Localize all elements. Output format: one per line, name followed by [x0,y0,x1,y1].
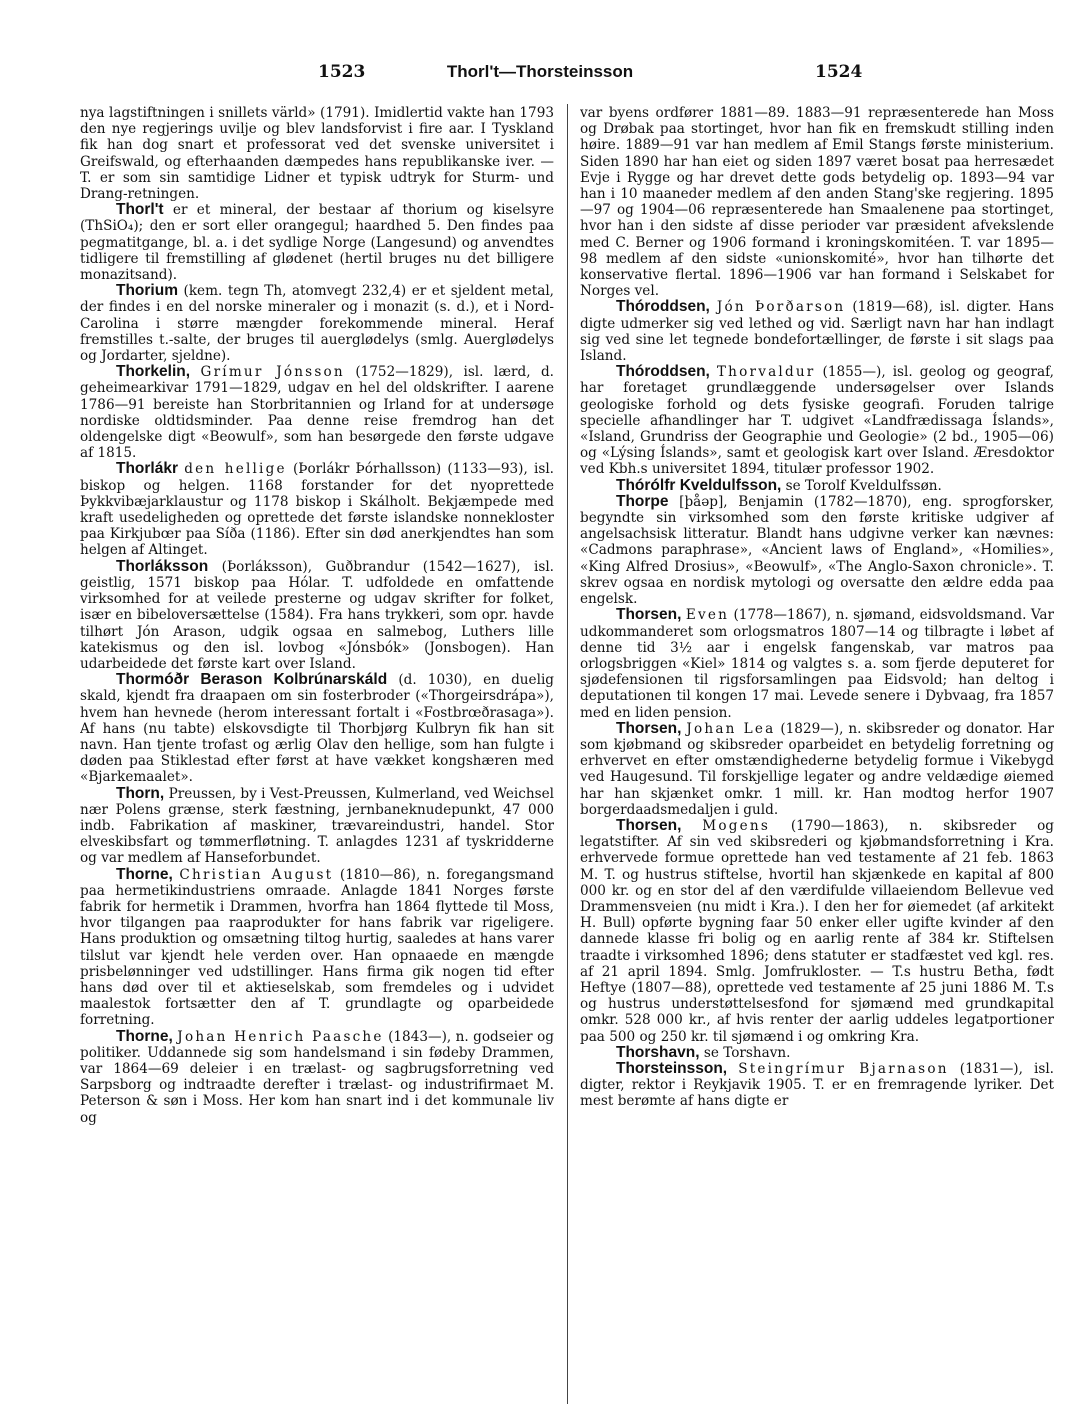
entry-text: (1819—68), isl. digter. Hans digte udmerker sig ved lethed og vid. Særligt navn har han indlagt sig ved sine let tegnede bondefortællinger, de første i sit slags paa Island. [580,299,1054,365]
entry-text: (d. 1030), en duelig skald, kjendt fra draapaen om sin fosterbroder («Thorgeirsdrápa»), hvem han hevnede (herom interessant fortalt i «Fostbrœðrasaga»). Af hans (nu tabte) elskovsdigte til Thorbjørg Kulbryn fik han sit navn. Han tjente trofast og ærlig Olav den hellige, som han fulgte i døden paa Stiklestad efter først at have vækket kongshæren med «Bjarkemaalet». [80,672,554,786]
encyclopedia-entry [80,364,554,461]
entry-text: nya lagstiftningen i snillets värld» (1791). Imidlertid vakte han 1793 den nye regjerings uvilje og blev landsforvist i fire aar. I Tyskland fik han dog snart et professorat ved det svenske universitet i Greifswald, og efterhaanden dæmpedes hans republikanske iver. — T. er som sin samtidige Lidner et typisk udtryk for Sturm- und Drang-retningen. [80,105,554,203]
entry-name: Steingrímur Bjarnason [738,1060,949,1077]
encyclopedia-entry [580,364,1054,477]
encyclopedia-entry [80,672,554,785]
entry-continuation [80,105,554,202]
running-title: Thorl't—Thorsteinsson [446,62,634,81]
entry-text: var byens ordfører 1881—89. 1883—91 repræsenterede han Moss og Drøbak paa stortinget, hvor han fik en fremskudt stilling inden høire. 1889—91 var han medlem af Emil Stangs første ministerium. Siden 1890 har han eiet og siden 1897 været bosat paa herresædet Evje i Rygge og har drevet dette gods betydelig op. 1893—94 var han i 10 maaneder medlem af den anden Stang'ske regjering. 1895—97 og 1904—06 repræsenterede han Smaalenene paa stortinget, hvor han i den sidste af disse perioder var præsident afvekslende med C. Berner og 1906 formand i kroningskomitéen. T. var 1895—98 medlem af den sidste «unionskomité», hvor han tilhørte det konservative flertal. 1896—1906 var han formand i Selskabet for Norges vel. [580,105,1054,300]
entry-text: se Torolf Kveldulfssøn. [785,477,942,494]
entry-text: (Þorláksson), Guðbrandur (1542—1627), isl. geistlig, 1571 biskop paa Hólar. T. udfoldede en omfattende virksomhed for at veilede presterne og udgav skrifter for folket, især en bibeloversættelse (1584). Fra hans trykkeri, som opr. havde tilhørt Jón Arason, udgik ogsaa en salmebog, Luthers lille katekismus og den isl. lovbog «Jónsbók» (Jonsbogen). Han udarbeidede det første kart over Island. [80,558,554,672]
entry-headword: Thórólfr Kveldulfsson, [616,476,782,494]
entry-text: (Þorlákr Þórhallsson) (1133—93), isl. biskop og helgen. 1168 forstander for det nyoprettede Þykkvibæjarklaustur og 1178 biskop i Skálholt. Bekjæmpede med kraft usedeligheden og oprettede det første islandske nonnekloster paa Kirkjubœr paa Síða (1186). Efter sin død anerkjendtes han som helgen af Altinget. [80,461,554,559]
entry-text: (1752—1829), isl. lærd, d. geheimearkivar 1791—1829, udgav en hel del oldskrifter. I aarene 1786—91 bereiste han Storbritannien og Irland for at undersøge nordiske oldtidsminder. Paa denne reise fremdrog han det oldengelske digt «Beowulf», som han besørgede den første udgave af 1815. [80,364,554,462]
entry-text: [þåəp], Benjamin (1782—1870), eng. sprogforsker, begyndte sin virksomhed som den første kritiske udgiver af angelsachsisk litteratur. Blandt hans udgivne verker kan nævnes: «Cadmons paraphrase», «Ancient laws of England», «Homilies», «King Alfred Drosius», «Beowulf», «The Anglo-Saxon chronicle». T. skrev ogsaa en nordisk mytologi og oversatte den ældre edda paa engelsk. [580,493,1054,608]
entry-text: (1810—86), n. foregangsmand paa hermetikindustriens omraade. Anlagde 1841 Norges første fabrik for hermetik i Drammen, hvorfra han 1864 flyttede til Moss, hvor tilgangen paa raaprodukter for hans fabrik var rigeligere. Hans produktion og omsætning tiltog hurtig, saaledes at hans varer tilslut var kjendt hele verden over. Han opnaaede en mængde prisbelønninger ved udstillinger. Hans firma gik nogen tid efter hans død over til et aktieselskab, som fremdeles og i udvidet maalestok fortsætter den af T. grundlagte og oparbeidede forretning. [80,866,554,1029]
entry-headword: Thorne, [116,1027,173,1045]
entry-headword: Thorsen, [616,816,682,834]
entry-name: Mogens [702,817,771,834]
entry-text: er et mineral, der bestaar af thorium og kiselsyre (ThSiO₄); den er sort eller orangegul; haardhed 5. Den findes paa pegmatitgange, bl. a. i det sydlige Norge (Langesund) og anvendtes tidligere til fremstilling af glødenet (hertil bruges nu det billigere monazitsand). [80,202,554,284]
entry-name: Even [685,607,730,624]
encyclopedia-entry [80,202,554,283]
entry-text: (1778—1867), n. sjømand, eidsvoldsmand. Var udkommanderet som orlogsmatros 1807—14 og tilbragte i løbet af denne tid 3½ aar i engelsk fangenskab, var matros paa orlogsbriggen «Kiel» 1814 og valgtes s. a. som fjerde deputeret for sjødefensionen til rigsforsamlingen paa Eidsvold; han deltog i deputationen til kongen 17 mai. Levede senere i Dybvaag, fra 1857 med en liden pension. [580,607,1054,721]
entry-text: (kem. tegn Th, atomvegt 232,4) er et sjeldent metal, der findes i en del norske mineraler og i monazit (s. d.), et i Nord-Carolina i større mængder forekommende mineral. Heraf fremstilles t.-salte, der bruges til auerglødelys (smlg. Auerglødelys og Jordarter, sjeldne). [80,283,554,365]
left-column [80,105,554,1405]
entry-headword: Thorláksson [116,557,209,575]
page-number-right: 1524 [815,62,863,82]
entry-headword: Thorshavn, [616,1043,700,1061]
page-header [80,62,1000,86]
entry-text: Preussen, by i Vest-Preussen, Kulmerland, ved Weichsel nær Polens grænse, sterk fæstning, jernbaneknudepunkt, 47 000 indb. Fabrikation af maskiner, trævareindustri, handel. Stor elveskibsfart og tømmerfløtning. T. anlagdes 1231 af tyskridderne og var medlem af Hanseforbundet. [80,785,554,867]
entry-headword: Thorkelin, [116,363,191,381]
entry-headword: Thorl't [116,201,164,219]
encyclopedia-entry [80,559,554,672]
entry-headword: Thormóðr Berason Kolbrúnarskáld [116,671,388,689]
encyclopedia-entry [580,299,1054,364]
entry-headword: Thorn, [116,784,165,802]
entry-text: (1829—), n. skibsreder og donator. Har som kjøbmand og skibsreder oparbeidet en betydelig forretning og erhvervet en efter omstændighederne betydelig formue i Vikebygd ved Haugesund. Til forskjellige legater og andre veldædige øiemed har han skjænket omkr. 1 mill. kr. Han modtog herfor 1907 borgerdaadsmedaljen i guld. [580,720,1054,818]
entry-headword: Thorpe [616,492,669,510]
entry-name: Grímur Jónsson [200,364,345,381]
entry-headword: Thóroddsen, [616,298,710,316]
encyclopedia-entry [80,1029,554,1126]
entry-name: Thorvaldur [716,364,816,381]
entry-text: (1790—1863), n. skibsreder og legatstifter. Af sin ved skibsrederi og kjøbmandsforretning i Kra. erhvervede formue oprettede han ved testamente af 21 feb. 1863 M. T. og hustrus stiftelse, hvortil han skjænkede en kapital af 800 000 kr. og en stor del af den værdifulde villaeiendom Bellevue ved Drammensveien (nu midt i Kra.). I den her for øiemedet (af arkitekt H. Bull) opførte bygning faar 50 enker eller ugifte kvinder af den dannede klasse fri bolig og en aarlig rente af 384 kr. Stiftelsen traadte i virksomhed 1896; dens statuter er stadfæstet ved kgl. res. af 21 april 1894. Smlg. Jomfrukloster. — T.s hustru Betha, født Heftye (1807—88), oprettede ved testamente af 25 juni 1886 M. T.s og hustrus understøttelsesfond for sjømænd med grundkapital omkr. 528 000 kr., af hvis renter der aarlig uddeles legatportioner paa 500 og 250 kr. til sjømænd i og omkring Kra. [580,817,1054,1045]
encyclopedia-entry [80,283,554,364]
encyclopedia-entry [580,1045,1054,1061]
entry-headword: Thorium [116,282,178,300]
encyclopedia-entry [580,1061,1054,1110]
encyclopedia-entry [580,607,1054,720]
right-column [580,105,1054,1405]
entry-headword: Thorsen, [616,606,682,624]
entry-name: Johan Henrich Paasche [177,1028,384,1045]
encyclopedia-entry [80,461,554,558]
page-number-left: 1523 [318,62,366,82]
entry-headword: Thorsen, [616,719,682,737]
entry-name: Jón Þorðarson [716,299,846,316]
encyclopedia-entry [80,786,554,867]
encyclopedia-entry [80,867,554,1029]
entry-text: se Torshavn. [703,1044,791,1061]
entry-headword: Thorlákr [116,460,179,478]
entry-name: Johan Lea [686,720,776,737]
entry-headword: Thorne, [116,865,173,883]
entry-text: (1843—), n. godseier og politiker. Uddannede sig som handelsmand i sin fødeby Drammen, var 1864—69 deleier i en trælast- og sagbrugsforretning ved Sarpsborg og indtraadte derefter i trælast- og industrifirmaet M. Peterson & søn i Moss. Her kom han snart ind i det kommunale liv og [80,1028,554,1126]
entry-text: (1831—), isl. digter, rektor i Reykjavik 1905. T. er en fremragende lyriker. Det mest berømte af hans digte er [580,1060,1054,1110]
entry-text: (1855—), isl. geolog og geograf, har foretaget grundlæggende undersøgelser over Islands geologiske forhold og dets fysiske geografi. Foruden talrige specielle afhandlinger har T. udgivet «Landfrædissaga Íslands», «Island, Grundriss der Geographie und Geologie» (2 bd., 1905—06) og «Lýsing Íslands», samt et geologisk kart over Island. Æresdoktor ved Kbh.s universitet 1894, titulær professor 1902. [580,364,1054,478]
encyclopedia-entry [580,721,1054,818]
entry-continuation [580,105,1054,299]
entry-headword: Thóroddsen, [616,363,710,381]
column-divider [567,104,568,1404]
entry-name: Christian August [179,866,334,883]
encyclopedia-entry [580,494,1054,607]
entry-headword: Thorsteinsson, [616,1059,728,1077]
encyclopedia-entry [580,478,1054,494]
encyclopedia-entry [580,818,1054,1045]
entry-name: den hellige [184,461,287,478]
